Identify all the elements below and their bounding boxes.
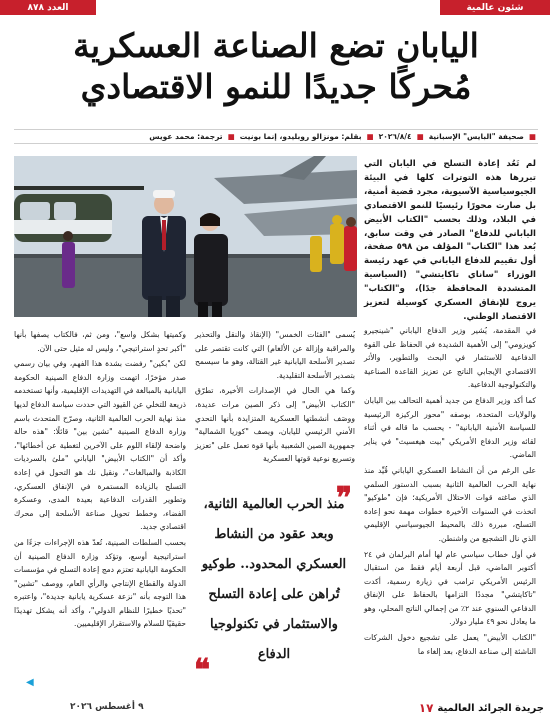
- headline-line-1: اليابان تضع الصناعة العسكرية: [73, 26, 479, 65]
- footer: [0, 699, 550, 721]
- column-middle: [195, 328, 355, 468]
- paragraph: يُسمى "الفئات الخمس" (الإنقاذ والنقل والتحذير والمراقبة وإزالة عن الألغام) التي كانت تقتصر على تصدير الأسلحة اليابانية غير القتالة، وهو ما سيسمح بتصدير الأسلحة التقليدية.: [195, 330, 355, 380]
- photo-illustration: [14, 156, 357, 317]
- section-tab: شئون عالمية: [440, 0, 550, 15]
- paragraph: "الكتاب الأبيض" يعمل على تشجيع دخول الشركات الناشئة إلى صناعة الدفاع، بعد إلغاء ما: [364, 633, 536, 656]
- bullet-icon: ■: [227, 132, 235, 141]
- headline: [20, 26, 532, 108]
- continue-arrow-icon: ◀: [26, 677, 34, 688]
- lead-paragraph: لم تَعُد إعادة التسلح في اليابان التي تبررها هذه التوترات كلها في البيئة الجيوسياسية الآسيوية، مجرد قضية أمنية، بل صارت محورًا رئيسيًا للنمو الاقتصادي في البلاد، وذلك بحسب "الكتاب الأبيض الياباني للدفاع" الصادر في وقت سابق، بُعد هذا "الكتاب" المؤلف من ٥٩٨ صفحة، أول تقييم للدفاع الياباني في عهد رئيسة الوزراء "ساناي تاكايتشي" (السياسية المتشددة المحافظة جدًا)، و"الكتاب" يروج للإنفاق العسكري كوسيلة لتعزيز الاقتصاد الوطني.: [364, 159, 537, 322]
- bullet-icon: ■: [366, 132, 374, 141]
- byline-source: صحيفة "البايس" الإسبانية: [428, 132, 524, 141]
- paragraph: في أول خطاب سياسي عام لها أمام البرلمان في ٢٤ أكتوبر الماضي، قبل أربعة أيام فقط من استقبال الرئيس الأمريكي ترامب في زيارة رسمية، أكدت "تاكايتشي" مجددًا التزامها بالحفاظ على الإنفاق الدفاعي السنوي عند ٢٪ من إجمالي الناتج المحلي، وهو ما يعادل نحو ٤٩ مليار دولار.: [364, 549, 537, 627]
- footer-paper: [419, 701, 544, 715]
- paper-name: جريدة الجرائد العالمية: [437, 702, 544, 714]
- byline-date: ٢٠٢٦/٨/٤: [378, 132, 412, 141]
- byline-authors: بقلم: مونزالو روبليدو، إنما بونيت: [239, 132, 362, 141]
- open-quote-icon: ❞: [335, 481, 352, 516]
- byline: [14, 129, 538, 144]
- footer-date: ٩ أغسطس ٢٠٢٦: [70, 702, 144, 712]
- bullet-icon: ■: [528, 132, 536, 141]
- headline-line-2: مُحركًا جديدًا للنمو الاقتصادي: [80, 67, 472, 106]
- pull-quote: [192, 478, 356, 688]
- byline-translator: ترجمة: محمد عويس: [149, 132, 223, 141]
- paragraph: كما أكد وزير الدفاع من جديد أهمية التحالف بين اليابان والولايات المتحدة، بوصفه "محور الركيزة الرئيسية للسياسة الأمنية اليابانية" - يحسب ما قاله في أثناء لقائه وزير الدفاع الأمريكي "بيت هيغسيث" في يناير الماضي.: [364, 395, 536, 460]
- paragraph: بحسب السلطات الصينية، تُعدّ هذه الإجراءات جزءًا من استراتيجية أوسع، وتؤكد وزارة الدفاع الصينية أن الحكومة اليابانية تعتزم دمج إعادة التسلح في مؤسسات الدولة والقطاع الإنتاجي والرأي العام، ووصف "تشين" هذا التوجه بأنه "نزعة عسكرية يابانية جديدة"، واعتبره "تحديًا خطيرًا للنظام الدولي"، وأكد أنه يشكل تهديدًا حقيقيًا للسلام والاستقرار الإقليميين.: [14, 537, 186, 629]
- pull-quote-text: منذ الحرب العالمية الثانية، وبعد عقود من النشاط العسكري المحدود.. طوكيو تُراهن على إعادة التسلح والاستثمار في تكنولوجيا الدفاع: [201, 497, 347, 662]
- column-right: [364, 324, 536, 660]
- paragraph: في المقدمة، يُشير وزير الدفاع الياباني "شينجيرو كويزومي" إلى الأهمية الشديدة في الحفاظ على القوة الدفاعية للاستثمار في البحث والتطوير، والأثر الاقتصادي الإيجابي الناتج عن تعزيز القاعدة الصناعية والتكنولوجية الدفاعية.: [364, 326, 536, 390]
- page-number: ١٧: [418, 701, 434, 715]
- top-bar: [0, 0, 550, 16]
- paragraph: وكما هي الحال في الإصدارات الأخيرة، تطرّق "الكتاب الأبيض" إلى ذكر الصين مرات عديدة، ووصَف أنشطتها العسكرية المتزايدة بأنها التحدي الأمني الرئيسي لليابان، ويصف "كوريا الشمالية" جمهورية الصين الشعبية بأنها قوة تعمل على "تعزيز وتسريع نوعية قوتها العسكرية: [195, 386, 355, 464]
- bullet-icon: ■: [416, 132, 424, 141]
- paragraph: على الرغم من أن النشاط العسكري الياباني قُيِّد منذ نهاية الحرب العالمية الثانية بسبب الدستور السلمي الذي صاغته قوات الاحتلال الأمريكية؛ فإن "طوكيو" اتخذت في السنوات الأخيرة خطوات مهمة نحو إعادة التسلح، مبررة ذلك بالمحيط الجيوسياسي الإقليمي الذي نال التشجيع من واشنطن.: [364, 465, 536, 543]
- issue-number: العدد ٨٧٨: [0, 0, 96, 15]
- paragraph: وكميتها بشكل واسع"، ومن ثم، فالكتاب يصفها بأنها "أكبر تحدٍ استراتيجي"، وليس له مثيل حتى الآن.: [14, 330, 186, 353]
- column-left: [14, 328, 186, 633]
- paragraph: لكن "بكين" رفضت بشدة هذا الفهم، وفي بيان رسمي صدر مؤخرًا، اتهمت وزارة الدفاع الصينية الحكومة اليابانية بالمبالغة في التهديدات الإقليمية، وأنها تستخدمه ذريعة للتخلي عن القيود التي حددت سياسة الدفاع لديها منذ نهاية الحرب العالمية الثانية، وصرّح المتحدث باسم وزارة الدفاع الصينية "تشين بين" قائلًا: "هذه حالة واضحة لإلقاء اللوم على الآخرين لتغطية عن أخطائها"، وأكد أن "الكتاب الأبيض" الياباني "ملئ بالسرديات الكاذبة والمبالغات"، ونقيل نك هو التحول في إعادة التسلح بالزيادة المستمرة في الإنفاق العسكري، وتطوير القدرات الدفاعية بعيدة المدى، وعسكرة الفضاء، وخطط تحويل صناعة الأسلحة إلى محرك اقتصادي جديد.: [13, 359, 186, 532]
- close-quote-icon: ❝: [194, 653, 211, 688]
- article-photo: [14, 156, 357, 317]
